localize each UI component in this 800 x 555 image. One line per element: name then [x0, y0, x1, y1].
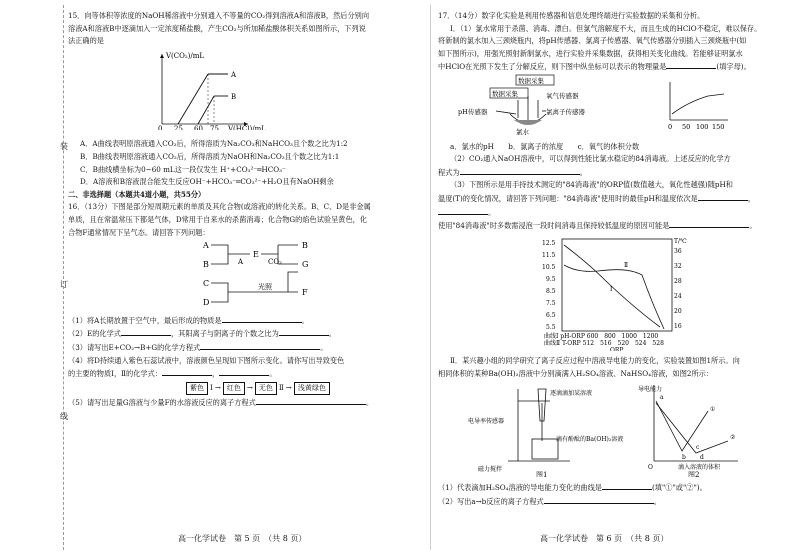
svg-text:Ⅰ: Ⅰ [610, 285, 613, 293]
svg-text:数据采集: 数据采集 [492, 89, 518, 98]
svg-text:逐滴滴加某溶液: 逐滴滴加某溶液 [550, 389, 593, 397]
svg-text:0: 0 [668, 122, 673, 131]
binding-label-ding: 订 [60, 280, 68, 289]
svg-text:9.5: 9.5 [546, 275, 556, 283]
q17-apparatus [438, 74, 774, 136]
q15-option-c: C．B曲线横坐标为0~60 mL这一段仅发生 H⁺+CO₃²⁻═HCO₃⁻ [80, 164, 286, 174]
svg-text:5.5: 5.5 [546, 323, 556, 331]
svg-text:6.5: 6.5 [546, 311, 556, 319]
q16-line3: 合物F通常情况下呈气态。请回答下列问题： [68, 227, 210, 237]
svg-text:pH传感器: pH传感器 [458, 107, 488, 116]
svg-text:7.5: 7.5 [546, 299, 556, 307]
svg-text:O: O [648, 463, 653, 471]
q15-xlabel: V(HCl)/mL [228, 124, 266, 130]
q16-color-flow: 紫色 Ⅰ → 红色 → 无色 Ⅱ → 浅黄绿色 [68, 382, 426, 395]
svg-text:0: 0 [158, 124, 163, 130]
svg-text:滴有酚酞的Ba(OH)₂溶液: 滴有酚酞的Ba(OH)₂溶液 [556, 435, 624, 443]
svg-text:24: 24 [674, 292, 682, 300]
svg-text:32: 32 [674, 262, 682, 270]
svg-text:16: 16 [674, 322, 682, 330]
svg-text:氧气传感器: 氧气传感器 [546, 91, 579, 100]
svg-text:光照: 光照 [258, 283, 272, 292]
q15-label-b: B [231, 92, 237, 101]
svg-text:20: 20 [674, 307, 682, 315]
svg-text:T/℃: T/℃ [674, 237, 687, 245]
svg-text:b: b [682, 453, 686, 461]
svg-text:60: 60 [194, 124, 203, 130]
svg-text:CO₂: CO₂ [268, 258, 282, 267]
svg-text:G: G [302, 260, 309, 270]
q15-option-d: D．A溶液和B溶液混合能发生反应OH⁻+HCO₃⁻═CO₃²⁻+H₂O且有NaOH剩余 [80, 177, 334, 187]
svg-text:C: C [203, 279, 210, 289]
svg-text:28: 28 [674, 277, 682, 285]
svg-text:B: B [203, 260, 209, 270]
svg-text:Ⅱ: Ⅱ [624, 261, 629, 269]
footer-left: 高一化学试卷 第 5 页 （共 8 页） [178, 534, 307, 543]
q15-label-a: A [231, 70, 237, 79]
svg-text:磁力搅拌: 磁力搅拌 [478, 465, 503, 473]
q16-diagram [68, 239, 426, 309]
svg-text:ORP: ORP [610, 346, 624, 351]
q15-line2: 溶液A和溶液B中逐滴加入一定浓度稀盐酸，产生CO₂与所加稀盐酸体积关系如图所示，下列说 [68, 23, 366, 33]
svg-text:25: 25 [174, 124, 183, 130]
q15-option-b: B．B曲线表明原溶液通入CO₂后，所得溶质为NaOH和Na₂CO₃且个数之比为1:1 [80, 151, 340, 161]
svg-text:氯水: 氯水 [516, 127, 529, 136]
svg-text:75: 75 [210, 124, 219, 130]
svg-text:50: 50 [682, 122, 691, 131]
binding-label-zhuang: 装 [60, 142, 68, 151]
svg-text:10.5: 10.5 [542, 263, 556, 271]
binding-label-xian: 线 [60, 412, 68, 421]
svg-text:滴入溶液的体积: 滴入溶液的体积 [678, 463, 721, 471]
svg-text:②: ② [730, 433, 736, 441]
svg-text:c: c [696, 443, 700, 451]
q16-line1: 16．（13分）下图是部分短周期元素的单质及其化合物(或溶液)的转化关系。B、C、D是非金属 [68, 202, 371, 212]
svg-text:100: 100 [696, 122, 709, 131]
svg-text:150: 150 [712, 122, 725, 131]
svg-text:曲线Ⅱ T-ORP 512 516 520 524 528: 曲线Ⅱ T-ORP 512 516 520 524 528 [544, 339, 664, 347]
svg-text:A: A [203, 241, 209, 251]
svg-text:D: D [203, 298, 210, 308]
svg-text:数据采集: 数据采集 [518, 76, 544, 85]
q15-graph [68, 48, 426, 130]
curve-II [564, 265, 664, 329]
svg-text:曲线Ⅰ pH-ORP 600 800 1000 1200: 曲线Ⅰ pH-ORP 600 800 1000 1200 [544, 332, 659, 340]
q15-line1: 15．向等体积等浓度的NaOH稀溶液中分别通入不等量的CO₂得到溶液A和溶液B，然后分别向 [68, 11, 370, 20]
footer-right: 高一化学试卷 第 6 页 （共 8 页） [540, 534, 669, 543]
svg-text:E: E [253, 250, 259, 260]
svg-text:图1: 图1 [536, 470, 548, 477]
svg-text:B: B [302, 241, 308, 251]
svg-text:氯离子传感器: 氯离子传感器 [546, 107, 585, 116]
svg-text:导电能力: 导电能力 [638, 385, 663, 393]
svg-text:36: 36 [674, 247, 682, 255]
left-page: 15．向等体积等浓度的NaOH稀溶液中分别通入不等量的CO₂得到溶液A和溶液B，然后分别向 溶液A和溶液B中逐滴加入一定浓度稀盐酸，产生CO₂与所加稀盐酸体积关系如图所示，下列说 法正确的是 V(CO₂)/mL A B 0 25 60 75 V(HCl)/mL A．A曲线表明原溶液通入CO₂后，所得溶质为Na₂CO₃和NaHCO₃且个数之比为1:2 B．B曲线表明原溶液通入CO₂后，所得溶质为NaOH和Na₂CO₃且个数之比为1:1 C．B曲线横坐标为0~60 mL这一段仅发生 H⁺+CO₃²⁻═HCO₃⁻ D．A溶液和B溶液混合能发生反应OH⁻+HCO₃⁻═CO₃²⁻+H₂O且有NaOH剩余 二、非选择题（本题共4道小题，共55分） 16．（13分）下图是部分短周期元素的单质及其化合物(或溶液)的转化关系。B、C、D是非金属 单质，且在常温常压下都是气体，D常用于自来水的杀菌消毒；化合物G的焰色试验呈黄色，化 合物F通常情况下呈气态。请回答下列问题： A B C D E B G F A CO₂ 光照 （1）将A长期放置于空气中，最后形成的物质是 。 （2）E的化学式 ，其阳离子与阴离子的个数之比为 。 （3）请写出E+CO₂→B+G的化学方程式 。 （4）将D持续通入紫色石蕊试液中，溶液颜色呈现如下图所示变化。请你写出导致变色 的主要的物质Ⅰ，Ⅱ的化学式： ， 。 紫色 Ⅰ → 红色 → 无色 Ⅱ → 浅黄绿色 （5）请写出足量G溶液与少量F的水溶液反应的离子方程式 。 [68, 10, 426, 409]
q15-option-a: A．A曲线表明原溶液通入CO₂后，所得溶质为Na₂CO₃和NaHCO₃且个数之比为1:2 [80, 139, 348, 149]
curve-b [198, 96, 214, 124]
q16-line2: 单质，且在常温常压下都是气体，D常用于自来水的杀菌消毒；化合物G的焰色试验呈黄色，化 [68, 214, 368, 224]
q15-line3: 法正确的是 [68, 36, 104, 46]
svg-text:图2: 图2 [688, 470, 700, 477]
curve-a [178, 74, 208, 124]
q17-figures [438, 381, 774, 477]
svg-text:a: a [660, 393, 664, 401]
svg-text:11.5: 11.5 [542, 251, 556, 259]
section-2-heading: 二、非选择题（本题共4道小题，共55分） [68, 189, 206, 199]
q15-ylabel: V(CO₂)/mL [166, 51, 205, 60]
svg-text:8.5: 8.5 [546, 287, 556, 295]
svg-text:电导率传感器: 电导率传感器 [468, 417, 505, 425]
q17-orp-chart [438, 233, 774, 351]
svg-text:F: F [302, 288, 308, 298]
q16-sub1: （1）将A长期放置于空气中，最后形成的物质是 [68, 315, 222, 325]
svg-text:①: ① [710, 405, 716, 413]
svg-text:A: A [238, 258, 244, 267]
page-divider [430, 5, 431, 550]
svg-text:12.5: 12.5 [542, 239, 556, 247]
svg-text:d: d [700, 453, 704, 461]
right-page: 17．（14分）数字化实验是利用传感器和信息处理终端进行实验数据的采集和分析。 Ⅰ．（1）氯水常用于杀菌、消毒、漂白。但氯气溶解度不大，而且生成的HClO不稳定，难以保存。 将新制的氯水加入三颈烧瓶内，将pH传感器、氯离子传感器、氧气传感器分别插入三颈烧瓶中(如 如下图所示)，用强光照射新制氯水，进行实验并采集数据，获得相关变化曲线。若能够证明氯水 中HClO在光照下发生了分解反应，则下图中纵坐标可以表示的物理量是 (填字母)。 数据采集 数据采集 氧气传感器 pH传感器 氯离子传感器 氯水 0 50 100 150 a．氯水的pH b．氯离子的浓度 c．氧气的体积分数 （2）CO₂通入NaOH溶液中，可以得到性能比氯水稳定的84消毒液。上述反应的化学方 程式为 。 （3）下图所示是用手持技术测定的"84消毒液"的ORP值(数值越大，氧化性越强)随pH和 温度(T)的变化情况，请回答下列问题："84消毒液"使用时的最佳pH和温度依次是 ，。 使用"84消毒液"时多数需浸泡一段时间消毒且保持较低温度的原因可能是 。 T/℃ Ⅰ Ⅱ 12.5 11.5 10.5 9.5 8.5 7.5 6.5 5.5 36 32 28 24 20 16 曲线Ⅰ pH-ORP 600 800 1000 1200 曲线Ⅱ T-ORP 512 516 520 524 528 ORP Ⅱ．某兴趣小组的同学研究了离子反应过程中溶液导电能力的变化，实验装置如图1所示。向 相同体积的某种Ba(OH)₂溶液中分别滴满入H₂SO₄溶液、NaHSO₄溶液，如图2所示： 电导率传感器 磁力搅拌 逐滴滴加某溶液 滴有酚酞的Ba(OH)₂溶液 图1 导电能力 O a b c d ① ② 滴入溶液的体积 图2 （1）代表滴加H₂SO₄溶液的导电能力变化的曲线是 (填"①"或"②")。 （2）写出a→b反应的离子方程式 。 [438, 10, 774, 508]
